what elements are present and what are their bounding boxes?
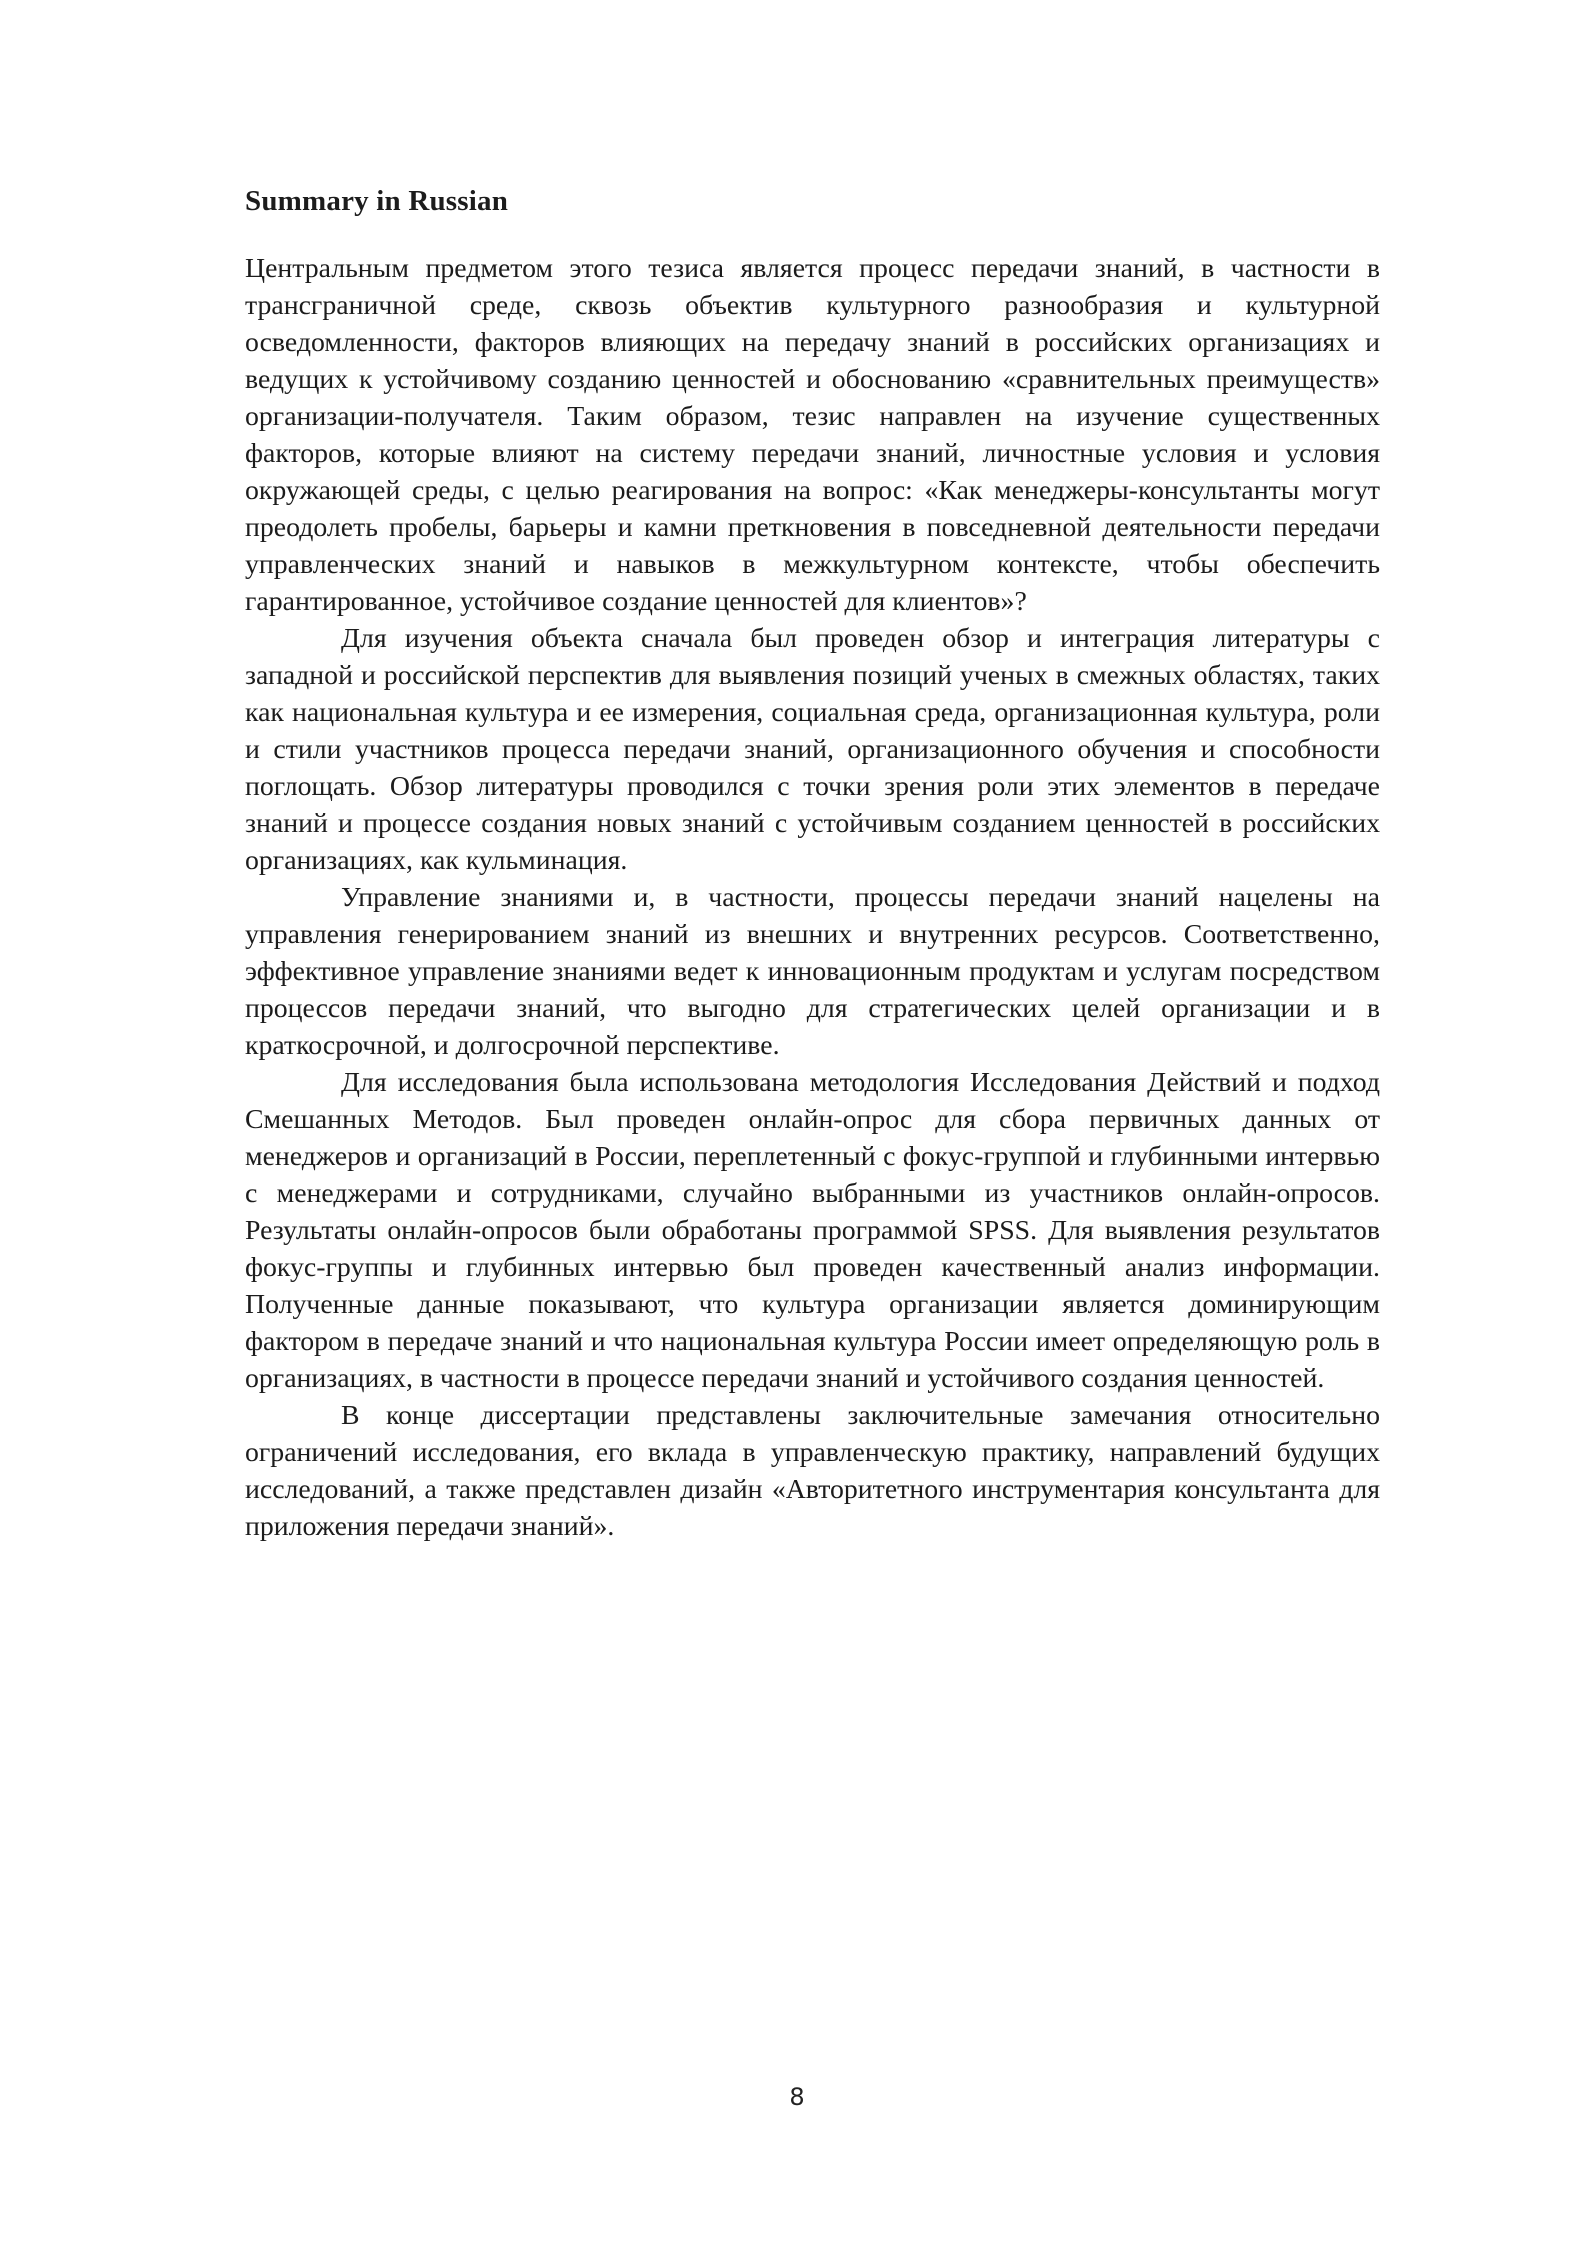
section-heading: Summary in Russian [245,185,509,217]
page-number: 8 [789,2083,805,2111]
paragraph-2: Для изучения объекта сначала был проведен обзор и интеграция литературы с западной и российской перспектив для выявления позиций ученых в смежных областях, таких как национальная культура и ее измерения, социальная среда, организационная культура, роли и стили участников процесса передачи знаний, организационного обучения и способности поглощать. Обзор литературы проводился с точки зрения роли этих элементов в передаче знаний и процессе создания новых знаний с устойчивым созданием ценностей в российских организациях, как кульминация. [245,623,1380,876]
paragraph-1: Центральным предметом этого тезиса является процесс передачи знаний, в частности в трансграничной среде, сквозь объектив культурного разнообразия и культурной осведомленности, факторов влияющих на передачу знаний в российских организациях и ведущих к устойчивому созданию ценностей и обоснованию «сравнительных преимуществ» организации-получателя. Таким образом, тезис направлен на изучение существенных факторов, которые влияют на систему передачи знаний, личностные условия и условия окружающей среды, с целью реагирования на вопрос: «Как менеджеры-консультанты могут преодолеть пробелы, барьеры и камни преткновения в повседневной деятельности передачи управленческих знаний и навыков в межкультурном контексте, чтобы обеспечить гарантированное, устойчивое создание ценностей для клиентов»? [245,253,1380,617]
paragraph-5: В конце диссертации представлены заключительные замечания относительно ограничений исследования, его вклада в управленческую практику, направлений будущих исследований, а также представлен дизайн «Авторитетного инструментария консультанта для приложения передачи знаний». [245,1400,1380,1542]
page-content [245,182,1380,1545]
paragraph-4: Для исследования была использована методология Исследования Действий и подход Смешанных Методов. Был проведен онлайн-опрос для сбора первичных данных от менеджеров и организаций в России, переплетенный с фокус-группой и глубинными интервью с менеджерами и сотрудниками, случайно выбранными из участников онлайн-опросов. Результаты онлайн-опросов были обработаны программой SPSS. Для выявления результатов фокус-группы и глубинных интервью был проведен качественный анализ информации. Полученные данные показывают, что культура организации является доминирующим фактором в передаче знаний и что национальная культура России имеет определяющую роль в организациях, в частности в процессе передачи знаний и устойчивого создания ценностей. [245,1067,1380,1394]
paragraph-3: Управление знаниями и, в частности, процессы передачи знаний нацелены на управления генерированием знаний из внешних и внутренних ресурсов. Соответственно, эффективное управление знаниями ведет к инновационным продуктам и услугам посредством процессов передачи знаний, что выгодно для стратегических целей организации и в краткосрочной, и долгосрочной перспективе. [245,882,1380,1061]
